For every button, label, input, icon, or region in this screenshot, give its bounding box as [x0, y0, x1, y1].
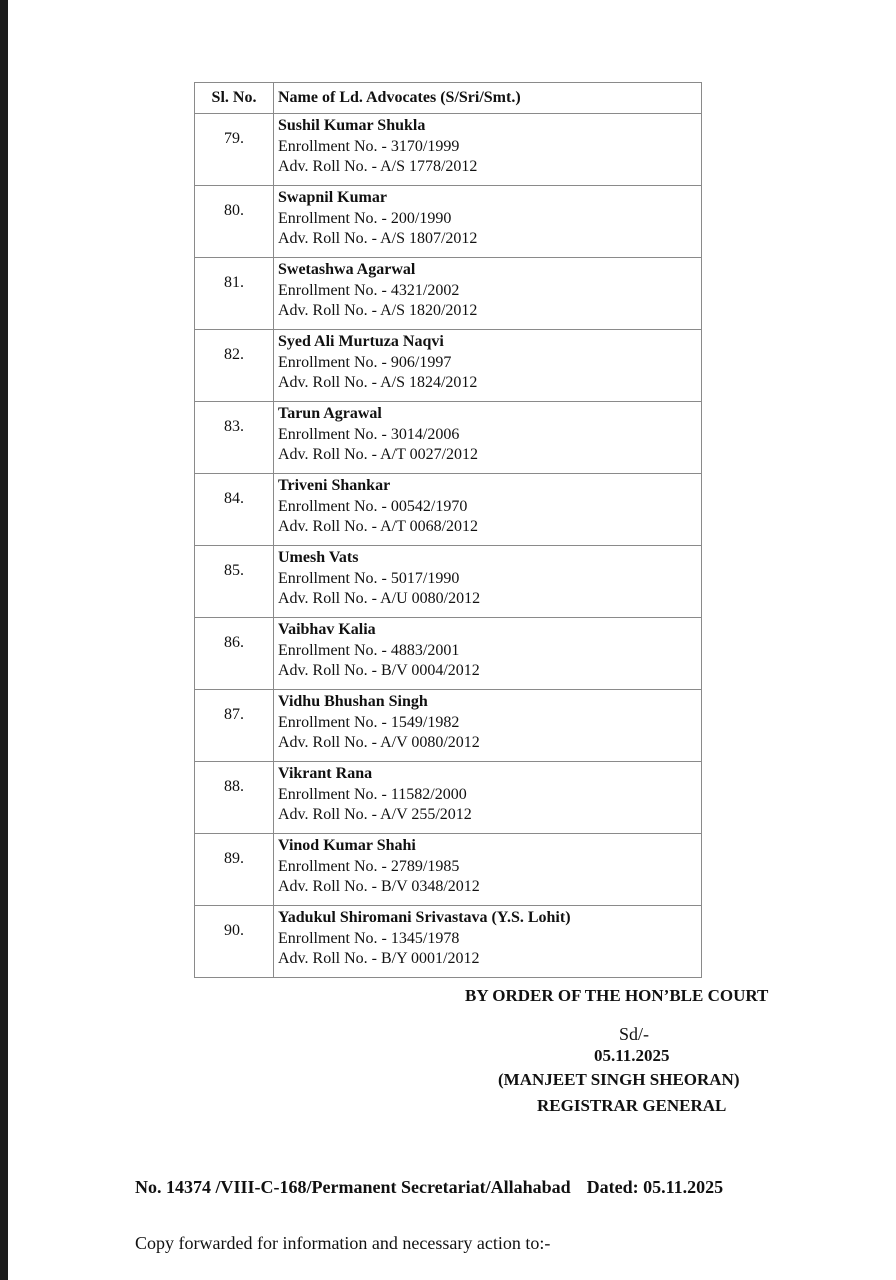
- page-left-edge: [0, 0, 8, 1280]
- advocate-details-cell: [274, 474, 702, 546]
- serial-number-cell: 80.: [195, 186, 274, 258]
- enrollment-number: Enrollment No. - 00542/1970: [278, 497, 468, 515]
- adv-roll-number: Adv. Roll No. - A/S 1820/2012: [278, 302, 478, 319]
- enrollment-number: Enrollment No. - 5017/1990: [278, 569, 460, 587]
- adv-roll-number: Adv. Roll No. - A/T 0027/2012: [278, 446, 479, 463]
- enrollment-number: Enrollment No. - 4883/2001: [278, 641, 460, 659]
- advocate-details-cell: [274, 762, 702, 834]
- table-row: [195, 402, 702, 474]
- enrollment-number: Enrollment No. - 1549/1982: [278, 713, 460, 731]
- advocate-details-cell: [274, 618, 702, 690]
- serial-number-cell: 88.: [195, 762, 274, 834]
- header-advocate-name: Name of Ld. Advocates (S/Sri/Smt.): [274, 83, 702, 114]
- advocate-details-cell: [274, 330, 702, 402]
- adv-roll-number: Adv. Roll No. - A/S 1807/2012: [278, 230, 478, 247]
- serial-number-cell: 90.: [195, 906, 274, 978]
- enrollment-number: Enrollment No. - 906/1997: [278, 353, 452, 371]
- enrollment-number: Enrollment No. - 2789/1985: [278, 857, 460, 875]
- enrollment-number: Enrollment No. - 1345/1978: [278, 929, 460, 947]
- enrollment-number: Enrollment No. - 11582/2000: [278, 785, 467, 803]
- signature-date: 05.11.2025: [594, 1046, 670, 1065]
- adv-roll-number: Adv. Roll No. - A/V 255/2012: [278, 806, 472, 823]
- advocate-details-cell: [274, 690, 702, 762]
- serial-number-cell: 87.: [195, 690, 274, 762]
- signed-mark: Sd/-: [619, 1024, 650, 1044]
- header-sl-no: Sl. No.: [195, 83, 274, 114]
- adv-roll-number: Adv. Roll No. - B/V 0348/2012: [278, 878, 480, 895]
- table-row: [195, 690, 702, 762]
- table-header-row: [195, 83, 702, 114]
- table-row: [195, 474, 702, 546]
- advocates-table: [194, 82, 702, 978]
- signatory-designation: REGISTRAR GENERAL: [537, 1096, 727, 1115]
- enrollment-number: Enrollment No. - 200/1990: [278, 209, 452, 227]
- advocate-details-cell: [274, 258, 702, 330]
- table-row: [195, 618, 702, 690]
- advocate-details-cell: [274, 114, 702, 186]
- advocate-name: Sushil Kumar Shukla: [278, 117, 426, 134]
- table-body: [195, 114, 702, 978]
- advocate-details-cell: [274, 186, 702, 258]
- table-row: [195, 906, 702, 978]
- advocate-name: Vidhu Bhushan Singh: [278, 693, 428, 710]
- table-row: [195, 186, 702, 258]
- table-header: [195, 83, 702, 114]
- serial-number-cell: 89.: [195, 834, 274, 906]
- serial-number-cell: 86.: [195, 618, 274, 690]
- serial-number-cell: 82.: [195, 330, 274, 402]
- table-row: [195, 114, 702, 186]
- enrollment-number: Enrollment No. - 3014/2006: [278, 425, 460, 443]
- advocate-details-cell: [274, 546, 702, 618]
- advocate-details-cell: [274, 906, 702, 978]
- table-row: [195, 546, 702, 618]
- adv-roll-number: Adv. Roll No. - B/Y 0001/2012: [278, 950, 480, 967]
- serial-number-cell: 81.: [195, 258, 274, 330]
- enrollment-number: Enrollment No. - 4321/2002: [278, 281, 460, 299]
- copy-forwarded-line: Copy forwarded for information and necessary action to:-: [135, 1233, 551, 1253]
- serial-number-cell: 83.: [195, 402, 274, 474]
- advocate-name: Vikrant Rana: [278, 765, 373, 782]
- advocate-details-cell: [274, 402, 702, 474]
- table-row: [195, 258, 702, 330]
- adv-roll-number: Adv. Roll No. - A/T 0068/2012: [278, 518, 479, 535]
- table-row: [195, 330, 702, 402]
- advocate-details-cell: [274, 834, 702, 906]
- reference-line: [135, 1177, 723, 1198]
- adv-roll-number: Adv. Roll No. - A/U 0080/2012: [278, 590, 481, 607]
- signatory-name: (MANJEET SINGH SHEORAN): [498, 1070, 740, 1089]
- serial-number-cell: 84.: [195, 474, 274, 546]
- adv-roll-number: Adv. Roll No. - A/S 1824/2012: [278, 374, 478, 391]
- reference-number: No. 14374 /VIII-C-168/Permanent Secretariat/Allahabad: [135, 1177, 571, 1197]
- advocate-name: Swetashwa Agarwal: [278, 261, 416, 278]
- serial-number-cell: 79.: [195, 114, 274, 186]
- advocate-name: Vaibhav Kalia: [278, 621, 376, 638]
- adv-roll-number: Adv. Roll No. - A/V 0080/2012: [278, 734, 480, 751]
- advocate-name: Syed Ali Murtuza Naqvi: [278, 333, 444, 350]
- serial-number-cell: 85.: [195, 546, 274, 618]
- advocate-name: Tarun Agrawal: [278, 405, 382, 422]
- reference-dated: Dated: 05.11.2025: [586, 1177, 724, 1197]
- enrollment-number: Enrollment No. - 3170/1999: [278, 137, 460, 155]
- order-heading: BY ORDER OF THE HON’BLE COURT: [465, 986, 769, 1005]
- advocate-name: Vinod Kumar Shahi: [278, 837, 416, 854]
- advocate-name: Triveni Shankar: [278, 477, 391, 494]
- advocate-name: Yadukul Shiromani Srivastava (Y.S. Lohit): [278, 909, 571, 926]
- advocate-name: Swapnil Kumar: [278, 189, 387, 206]
- table-row: [195, 762, 702, 834]
- table-row: [195, 834, 702, 906]
- adv-roll-number: Adv. Roll No. - A/S 1778/2012: [278, 158, 478, 175]
- advocate-name: Umesh Vats: [278, 549, 359, 566]
- adv-roll-number: Adv. Roll No. - B/V 0004/2012: [278, 662, 480, 679]
